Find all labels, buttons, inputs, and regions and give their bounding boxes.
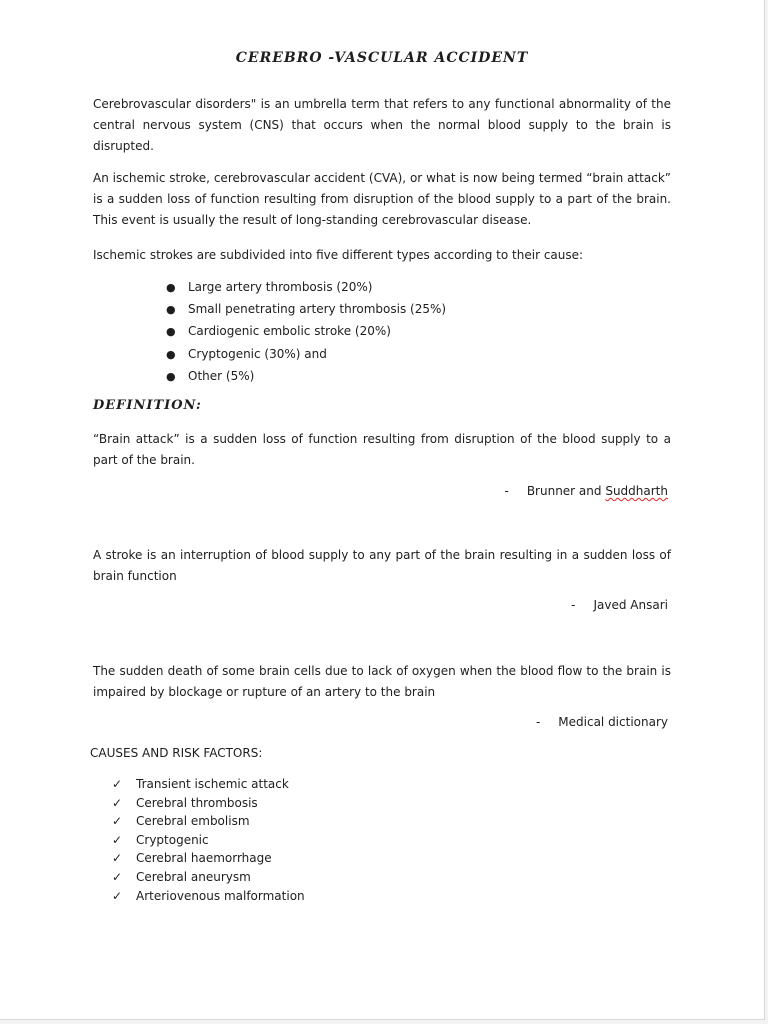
causes-heading: CAUSES AND RISK FACTORS:	[90, 746, 263, 760]
list-item: ✓ Cerebral aneurysm	[112, 869, 251, 884]
list-item: ✓ Arteriovenous malformation	[112, 888, 305, 903]
spellcheck-flag: Suddharth	[605, 484, 668, 498]
checkmark-icon: ✓	[112, 795, 123, 810]
checkmark-icon: ✓	[112, 777, 123, 791]
document-title: CEREBRO -VASCULAR ACCIDENT	[235, 50, 529, 66]
ischemic-stroke-paragraph: An ischemic stroke, cerebrovascular accident (CVA), or what is now being termed “brain attack” is a sudden loss of function resulting from disruption of the blood supply to a part of the brain. This event is usually the result of long-standing cerebrovascular disease.	[93, 171, 671, 227]
bullet-icon: ●	[166, 281, 176, 294]
definition-heading: DEFINITION:	[93, 398, 202, 413]
checkmark-icon: ✓	[112, 832, 123, 847]
definition-text-1: “Brain attack” is a sudden loss of function resulting from disruption of the blood supply to a part of the brain.	[93, 432, 671, 467]
checkmark-icon: ✓	[112, 851, 123, 866]
definition-source-2: - Javed Ansari	[571, 598, 668, 612]
subtypes-intro-paragraph: Ischemic strokes are subdivided into five different types according to their cause:	[93, 248, 584, 262]
list-item: ● Cryptogenic (30%) and	[166, 345, 446, 367]
definition-source-3: - Medical dictionary	[535, 715, 668, 729]
list-item: ✓ Cerebral embolism	[112, 814, 250, 829]
definition-text-2: A stroke is an interruption of blood supply to any part of the brain resulting in a sudden loss of brain function	[93, 548, 671, 583]
list-item: ● Other (5%)	[166, 367, 446, 389]
list-item: ● Small penetrating artery thrombosis (25%)	[166, 300, 446, 322]
checkmark-icon: ✓	[112, 814, 123, 829]
bullet-icon: ●	[166, 347, 176, 361]
stroke-types-list	[166, 278, 446, 389]
checkmark-icon: ✓	[112, 888, 123, 903]
bullet-icon: ●	[166, 325, 176, 339]
checkmark-icon: ✓	[112, 869, 123, 884]
list-item: ✓ Cerebral haemorrhage	[112, 851, 272, 866]
definition-source-1: - Brunner and Suddharth	[504, 484, 668, 498]
list-item: ● Cardiogenic embolic stroke (20%)	[166, 322, 446, 344]
definition-text-3: The sudden death of some brain cells due to lack of oxygen when the blood flow to the brain is impaired by blockage or rupture of an artery to the brain	[93, 664, 671, 699]
causes-list	[112, 775, 305, 905]
intro-paragraph: Cerebrovascular disorders" is an umbrella term that refers to any functional abnormality of the central nervous system (CNS) that occurs when the normal blood supply to the brain is disrupted.	[93, 97, 671, 153]
list-item: ● Large artery thrombosis (20%)	[166, 278, 446, 300]
bullet-icon: ●	[166, 303, 176, 317]
list-item: ✓ Transient ischemic attack	[112, 777, 289, 791]
bullet-icon: ●	[166, 369, 176, 383]
list-item: ✓ Cryptogenic	[112, 832, 209, 847]
list-item: ✓ Cerebral thrombosis	[112, 795, 258, 810]
